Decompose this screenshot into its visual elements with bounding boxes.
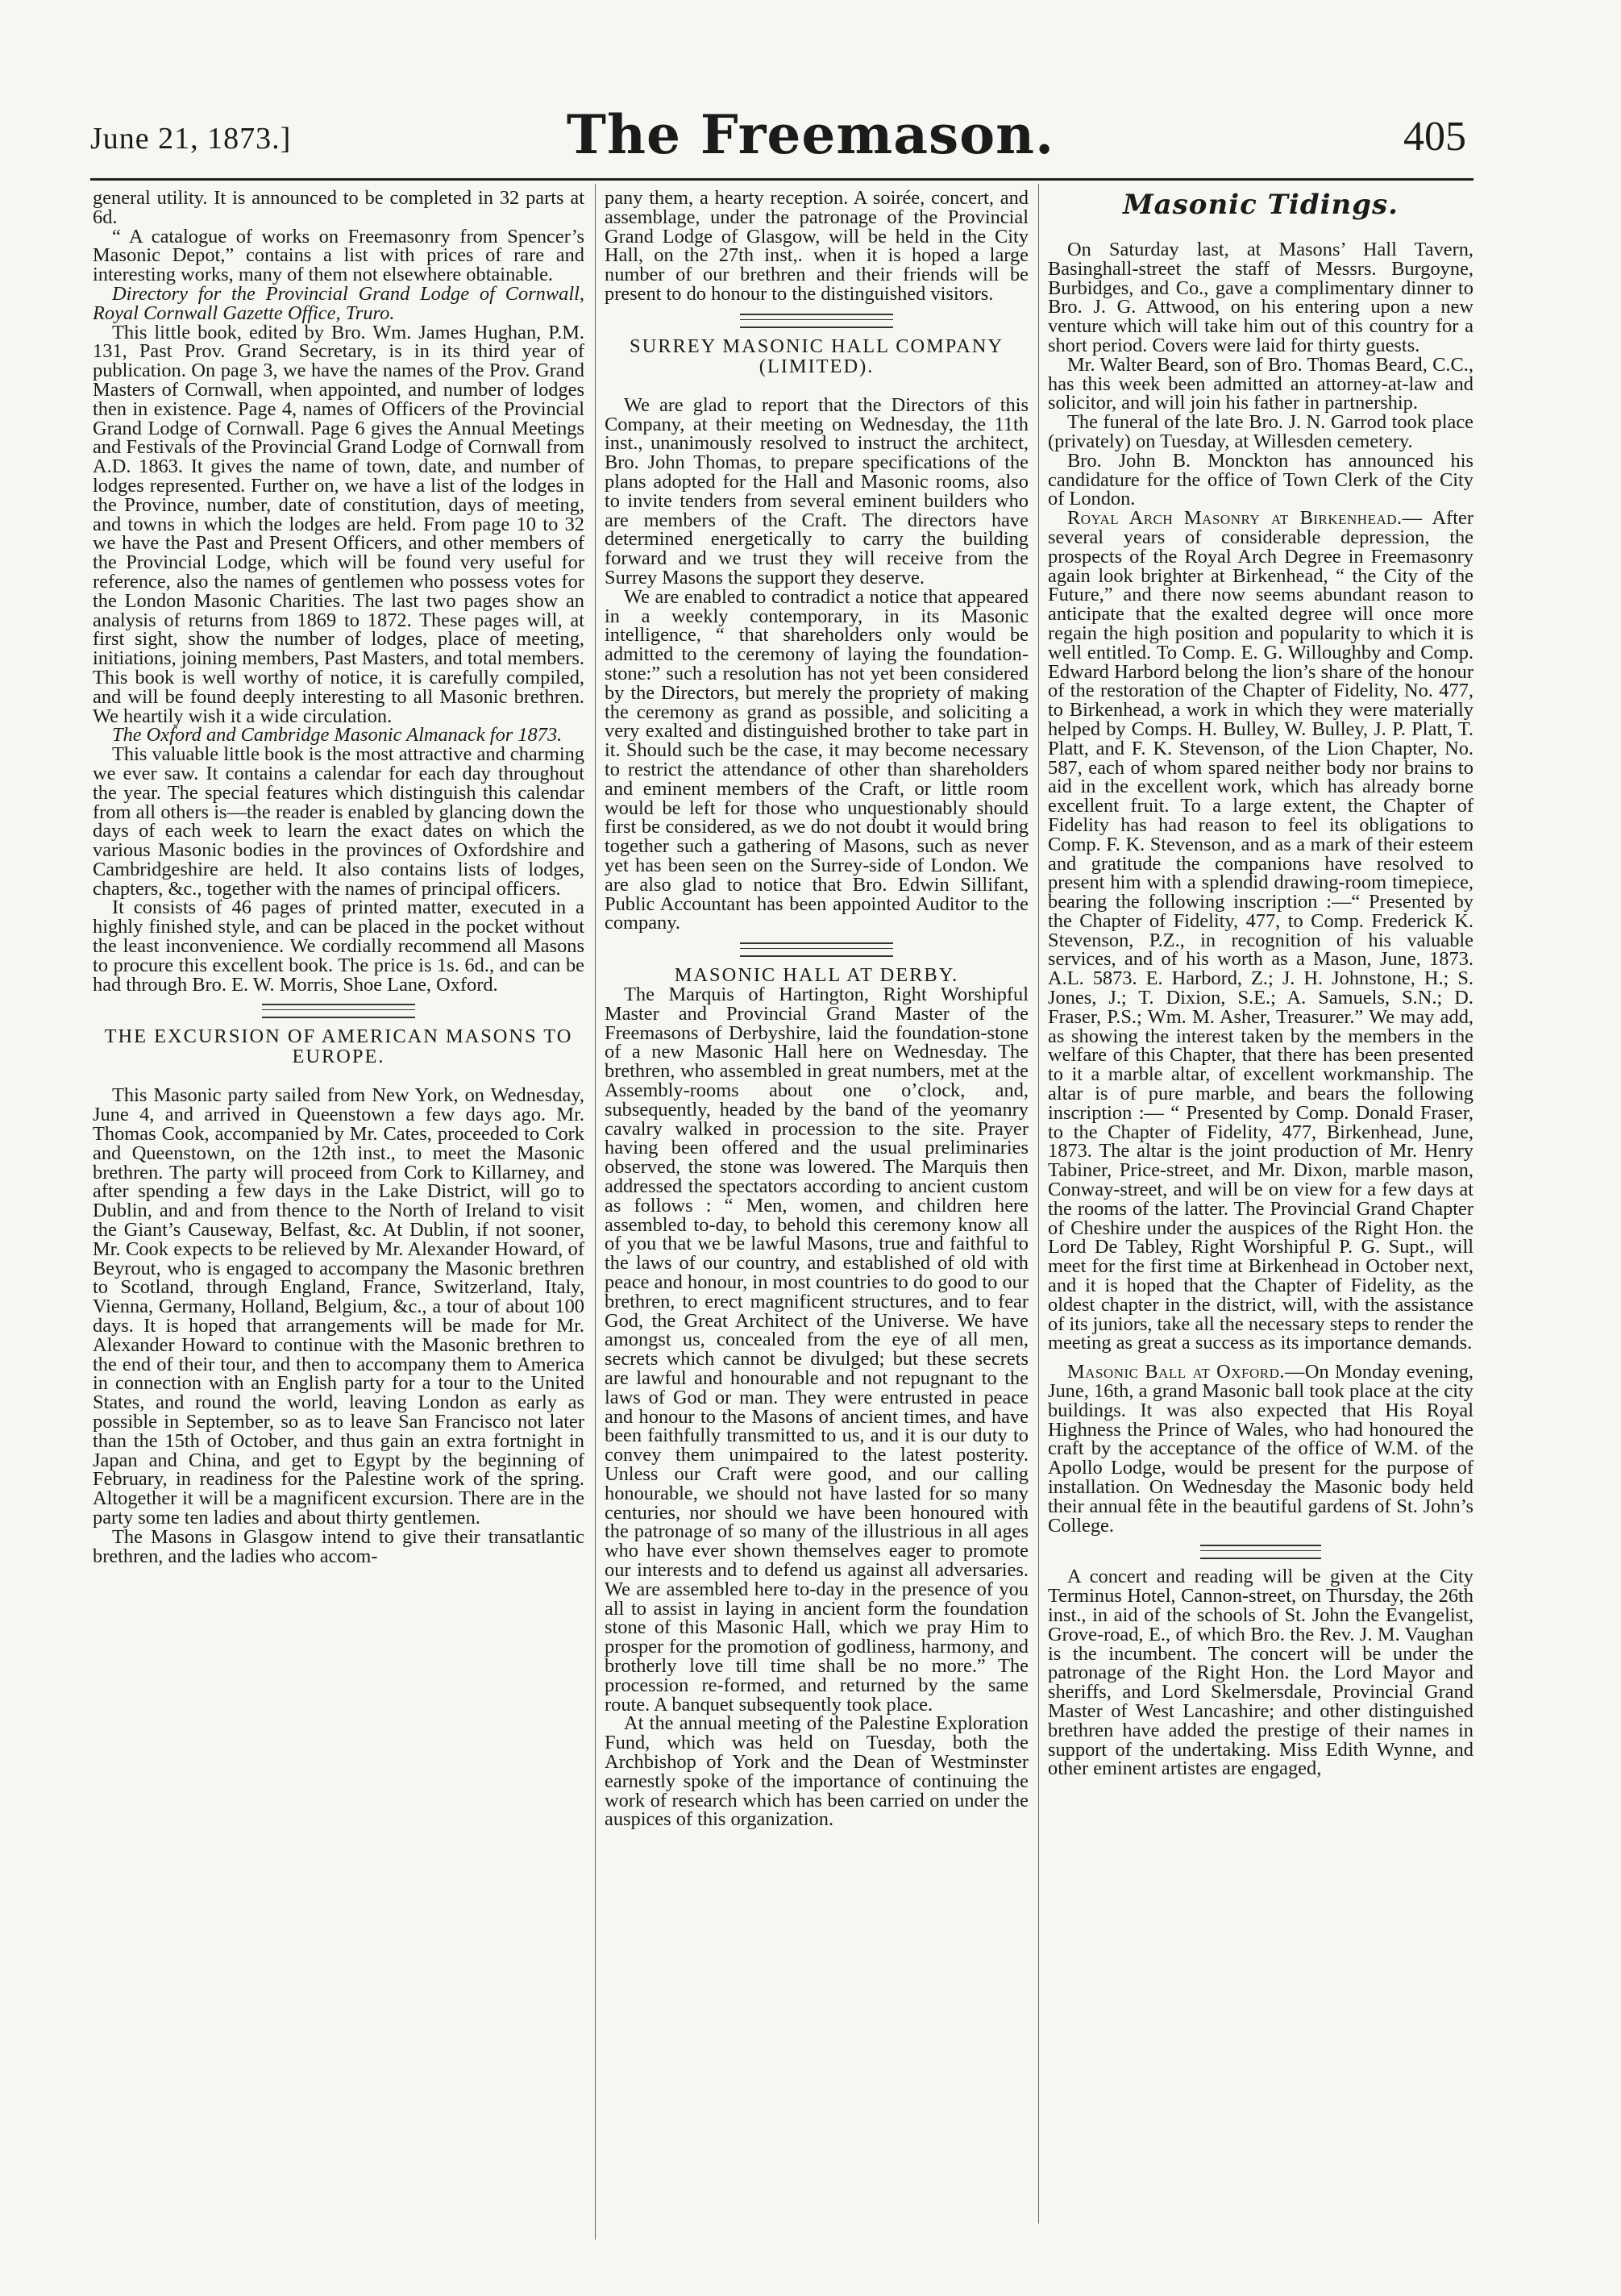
paragraph: This little book, edited by Bro. Wm. James Hughan, P.M. 131, Past Prov. Grand Secretary, is in its third year of publication. On page 3, we have the names of the Prov. Grand Masters of Cornwall, when appointed, and number of lodges then in existence. Page 4, names of Officers of the Provincial Grand Lodge of Cornwall. Page 6 gives the Annual Meetings and Festivals of the Provincial Grand Lodge of Cornwall from A.D. 1863. It gives the name of town, date, and number of lodges represented. Further on, we have a list of the lodges in the Province, number, date of constitution, days of meeting, and towns in which the lodges are held. From page 10 to 32 we have the Past and Present Officers, and other members of the Provincial Lodge, which will be found very useful for reference, also the names of gentlemen who possess votes for the London Masonic Charities. The last two pages show an analysis of returns from 1869 to 1872. These pages will, at first sight, show the number of lodges, place of meeting, initiations, joining members, Past Masters, and total members. This book is well worthy of notice, it is carefully compiled, and will be found deeply interesting to all Masonic brethren. We heartily wish it a wide circulation. [93, 321, 584, 727]
paragraph: The Marquis of Hartington, Right Worshipful Master and Provincial Grand Master of the Freemasons of Derbyshire, laid the foundation-stone of a new Masonic Hall here on Wednesday. The brethren, who assembled in great numbers, met at the Assembly-rooms about one o’clock, and, subsequently, headed by the band of the yeomanry cavalry walked in procession to the site. Prayer having been offered and the usual preliminaries observed, the stone was lowered. The Marquis then addressed the spectators according to ancient custom as follows : “ Men, women, and children here assembled to-day, to behold this ceremony know all of you that we be lawful Masons, true and faithful to the laws of our country, and established of old with peace and honour, in most countries to do good to our brethren, to erect magnificent structures, and to fear God, the Great Architect of the Universe. We have amongst us, concealed from the eye of all men, secrets which cannot be divulged; but these secrets are lawful and honourable and not repugnant to the laws of God or man. They were entrusted in peace and honour to the Masons of ancient times, and have been faithfully transmitted to us, and it is our duty to convey them unimpaired to the latest posterity. Unless our Craft were good, and our calling honourable, we should not have lasted for so many centuries, nor should we have been honoured with the patronage of so many of the illustrious in all ages who have ever shown themselves eager to promote our interests and to defend us against all adversaries. We are assembled here to-day in the presence of you all to assist in laying in ancient form the foundation stone of this Masonic Hall, which we pray Him to prosper for the promotion of godliness, harmony, and brotherly love till time shall be no more.” The procession re-formed, and returned by the same route. A banquet subsequently took place. [605, 984, 1029, 1716]
paragraph: On Saturday last, at Masons’ Hall Tavern, Basinghall-street the staff of Messrs. Burgoyne, Burbidges, and Co., gave a complimentary dinner to Bro. J. G. Attwood, on his entering upon a new venture which will take him out of this country for a short period. Covers were laid for thirty guests. [1048, 239, 1473, 356]
issue-date: June 21, 1873.] [90, 122, 292, 156]
paragraph: A concert and reading will be given at the City Terminus Hotel, Cannon-street, on Thursday, the 26th inst., in aid of the schools of St. John the Evangelist, Grove-road, E., of which Bro. the Rev. J. M. Vaughan is the incumbent. The concert will be under the patronage of the Right Hon. the Lord Mayor and sheriffs, and Lord Skelmersdale, Provincial Grand Master of West Lancashire; and other distinguished brethren have added the prestige of their names in support of the undertaking. Miss Edith Wynne, and other eminent artistes are engaged, [1048, 1566, 1473, 1780]
paragraph: It consists of 46 pages of printed matter, executed in a highly finished style, and can be placed in the pocket without the least inconvenience. We cordially recommend all Masons to procure this excellent book. The price is 1s. 6d., and can be had through Bro. E. W. Morris, Shoe Lane, Oxford. [93, 896, 584, 996]
section-divider [262, 1004, 415, 1018]
paragraph: We are enabled to contradict a notice that appeared in a weekly contemporary, in its Masonic intelligence, “ that shareholders only would be admitted to the ceremony of laying the foundation-stone:” such a resolution has not yet been considered by the Directors, but merely the propriety of making the ceremony as grand as possible, and soliciting a very exalted and distinguished brother to take part in it. Should such be the case, it may become necessary to restrict the attendance of other than shareholders and eminent members of the Craft, or little room would be left for those who unquestionably should first be considered, as we do not doubt it would bring together such a gathering of Masons, such as never yet has been seen on the Surrey-side of London. We are also glad to notice that Bro. Edwin Sillifant, Public Accountant has been appointed Auditor to the company. [605, 585, 1029, 934]
column-2 [605, 189, 1029, 1829]
column-rule-2 [1038, 184, 1039, 2223]
review-title: Directory for the Provincial Grand Lodge of Cornwall, Royal Cornwall Gazette Office, Truro. [93, 282, 584, 324]
paragraph: At the annual meeting of the Palestine Exploration Fund, which was held on Tuesday, both the Archbishop of York and the Dean of Westminster earnestly spoke of the importance of continuing the work of research which has been carried on under the auspices of this organization. [605, 1712, 1029, 1831]
paragraph: We are glad to report that the Directors of this Company, at their meeting on Wednesday, the 11th inst., unanimously resolved to instruct the architect, Bro. John Thomas, to prepare specifications of the plans adopted for the Hall and Masonic rooms, also to invite tenders from several eminent builders who are members of the Craft. The directors have determined energetically to carry the building forward and we trust they will receive from the Surrey Masons the support they deserve. [605, 393, 1029, 589]
run-in-heading: Masonic Ball at Oxford.— [1067, 1361, 1305, 1383]
paragraph: Bro. John B. Monckton has announced his candidature for the office of Town Clerk of the City of London. [1048, 449, 1473, 510]
article-heading: THE EXCURSION OF AMERICAN MASONS TO EUROPE. [104, 1025, 573, 1068]
paragraph-text: On Monday evening, June, 16th, a grand Masonic ball took place at the city buildings. It was also expected that His Royal Highness the Prince of Wales, who had honoured the craft by the acceptance of the office of W.M. of the Apollo Lodge, would be present for the purpose of installation. On Wednesday the Masonic body held their annual fête in the beautiful gardens of St. John’s College. [1048, 1361, 1473, 1537]
column-rule-1 [595, 184, 596, 2240]
paragraph: “ A catalogue of works on Freemasonry from Spencer’s Masonic Depot,” contains a list with prices of rare and interesting works, many of them not elsewhere obtainable. [93, 225, 584, 286]
section-divider [1200, 1545, 1321, 1559]
paragraph: general utility. It is announced to be completed in 32 parts at 6d. [93, 187, 584, 228]
paragraph: The Masons in Glasgow intend to give their transatlantic brethren, and the ladies who accom- [93, 1525, 584, 1567]
page-header [0, 0, 1621, 187]
paragraph: This valuable little book is the most attractive and charming we ever saw. It contains a calendar for each day throughout the year. The special features which distinguish this calendar from all others is—the reader is enabled by glancing down the days of each week to learn the exact dates on which the various Masonic bodies in the provinces of Oxfordshire and Cambridgeshire are held. It also contains lists of lodges, chapters, &c., together with the names of principal officers. [93, 743, 584, 900]
section-divider [740, 942, 893, 957]
section-heading: Masonic Tidings. [1122, 189, 1399, 221]
review-title: The Oxford and Cambridge Masonic Almanack for 1873. [112, 724, 563, 747]
paragraph-text: After several years of considerable depression, the prospects of the Royal Arch Degree in Freemasonry again look brighter at Birkenhead, “ the City of the Future,” and there now seems abundant reason to anticipate that the exalted degree will once more regain the high position and popularity to which it is well entitled. To Comp. E. G. Willoughby and Comp. Edward Harbord belong the lion’s share of the honour of the restoration of the Chapter of Fidelity, No. 477, to Birkenhead, a work in which they were materially helped by Comps. H. Bulley, W. Bulley, J. P. Platt, T. Platt, and F. K. Stevenson, of the Lion Chapter, No. 587, each of whom spared neither body nor brains to aid in the excellent work, which has already borne excellent fruit. To a large extent, the Chapter of Fidelity has had reason to feel its obligations to Comp. F. K. Stevenson, and as a mark of their esteem and gratitude the companions have resolved to present him with a splendid drawing-room timepiece, bearing the following inscription :—“ Presented by the Chapter of Fidelity, 477, to Comp. Frederick K. Stevenson, P.Z., in recognition of his valuable services, and of his worth as a Mason, June, 1873. A.L. 5873. E. Harbord, Z.; J. H. Johnstone, H.; S. Jones, J.; T. Dixion, S.E.; A. Samuels, S.N.; D. Fraser, P.S.; Wm. M. Asher, Treasurer.” We may add, as showing the interest taken by the members in the welfare of this Chapter, that there has been presented to it a marble altar, of excellent workmanship. The altar is of pure marble, and bears the following inscription :— “ Presented by Comp. Donald Fraser, to the Chapter of Fidelity, 477, Birkenhead, June, 1873. The altar is the joint production of Mr. Henry Tabiner, Price-street, and Mr. Dixon, marble mason, Conway-street, and will be on view for a few days at the rooms of the latter. The Provincial Grand Chapter of Cheshire under the auspices of the Right Hon. the Lord De Tabley, Right Worshipful P. G. Supt., will meet for the first time at Birkenhead in October next, and it is hoped that the Chapter of Fidelity, as the oldest chapter in the district, will, with the assistance of its juniors, take all the necessary steps to render the meeting as great a success as its importance demands. [1048, 507, 1473, 1354]
column-3 [1048, 189, 1473, 1778]
run-in-heading: Royal Arch Masonry at Birkenhead.— [1067, 507, 1423, 530]
header-rule [90, 178, 1473, 181]
paragraph [1048, 1362, 1473, 1535]
masthead-title: The Freemason. [566, 103, 1055, 166]
article-heading: MASONIC HALL AT DERBY. [674, 964, 959, 987]
section-divider [740, 314, 893, 328]
column-1 [93, 189, 584, 1566]
paragraph: pany them, a hearty reception. A soirée, concert, and assemblage, under the patronage of the Provincial Grand Lodge of Glasgow, will be held in the City Hall, on the 27th inst,. when it is hoped a large number of our brethren and their friends will be present to do honour to the distinguished visitors. [605, 187, 1029, 305]
paragraph [1048, 509, 1473, 1353]
paragraph: The funeral of the late Bro. J. N. Garrod took place (privately) on Tuesday, at Willesden cemetery. [1048, 411, 1473, 452]
article-heading: SURREY MASONIC HALL COMPANY (LIMITED). [630, 335, 1004, 377]
paragraph: Mr. Walter Beard, son of Bro. Thomas Beard, C.C., has this week been admitted an attorney-at-law and solicitor, and will join his father in partnership. [1048, 353, 1473, 414]
page-number: 405 [1403, 114, 1466, 160]
paragraph: This Masonic party sailed from New York, on Wednesday, June 4, and arrived in Queenstown a few days ago. Mr. Thomas Cook, accompanied by Mr. Cates, proceeded to Cork and Queenstown, on the 12th inst., to meet the Masonic brethren. The party will proceed from Cork to Killarney, and after spending a few days in the Lake District, will go to Dublin, and and from thence to the North of Ireland to visit the Giant’s Causeway, Belfast, &c. At Dublin, if not sooner, Mr. Cook expects to be relieved by Mr. Alexander Howard, of Beyrout, who is engaged to accompany the Masonic brethren to Scotland, through England, France, Switzerland, Italy, Vienna, Germany, Holland, Belgium, &c., a tour of about 100 days. It is hoped that arrangements will be made for Mr. Alexander Howard to continue with the Masonic brethren to the end of their tour, and then to accompany them to America in connection with an English party for a tour to the United States, and round the world, leaving London as early as possible in September, so as to leave San Francisco not later than the 15th of October, and thus gain an extra fortnight in Japan and China, and get to Egypt by the beginning of February, in readiness for the Palestine work of the spring. Altogether it will be a magnificent excursion. There are in the party some ten ladies and about thirty gentlemen. [93, 1084, 584, 1529]
